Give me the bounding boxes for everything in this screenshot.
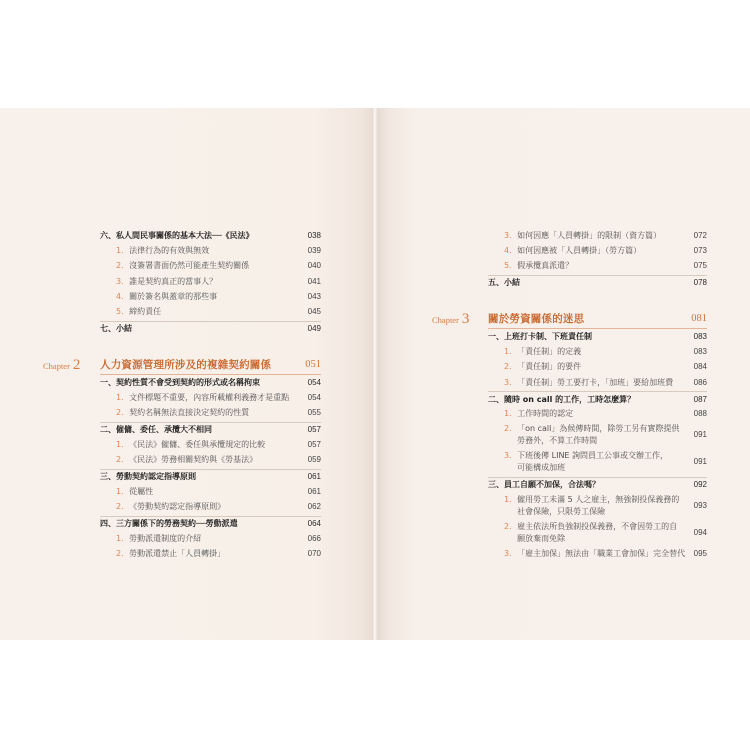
toc-section-entry bbox=[100, 375, 321, 390]
entry-title: 三、員工自願不加保，合法嗎？ bbox=[488, 480, 600, 490]
entry-number: 1． bbox=[504, 409, 518, 419]
entry-number: 1． bbox=[116, 533, 130, 543]
entry-number: 2． bbox=[116, 408, 130, 418]
page-number: 064 bbox=[307, 518, 321, 528]
entry-title: 《民法》僱傭、委任與承攬規定的比較 bbox=[129, 439, 266, 449]
chapter-heading bbox=[432, 309, 707, 329]
entry-title: 如何因應「人員轉掛」的限制（資方篇） bbox=[517, 230, 662, 240]
page-number: 039 bbox=[307, 245, 321, 255]
chapter-title: 人力資源管理所涉及的複雜契約關係 bbox=[100, 359, 272, 372]
entry-title: 「責任制」的定義 bbox=[517, 347, 582, 357]
entry-number: 1． bbox=[504, 347, 518, 357]
page-number: 075 bbox=[693, 261, 707, 271]
page-number: 057 bbox=[307, 439, 321, 449]
toc-section-entry bbox=[100, 516, 321, 531]
entry-title: 六、私人間民事關係的基本大法──《民法》 bbox=[100, 230, 254, 240]
page-number: 083 bbox=[693, 331, 707, 341]
entry-title bbox=[517, 450, 668, 474]
chapter-label bbox=[43, 355, 80, 375]
page-number: 092 bbox=[693, 480, 707, 490]
toc-subentry bbox=[100, 289, 321, 304]
page-number: 094 bbox=[693, 527, 707, 537]
toc-subentry bbox=[100, 546, 321, 561]
entry-title bbox=[517, 423, 679, 447]
toc-section-entry bbox=[100, 422, 321, 437]
right-page bbox=[378, 108, 750, 640]
toc-subentry bbox=[100, 453, 321, 468]
toc-subentry bbox=[100, 499, 321, 514]
entry-title: 二、隨時 on call 的工作，工時怎麼算？ bbox=[488, 394, 636, 404]
page-number: 061 bbox=[307, 486, 321, 496]
entry-number: 1． bbox=[116, 486, 130, 496]
entry-number: 3． bbox=[116, 276, 130, 286]
entry-number: 2． bbox=[116, 455, 130, 465]
toc-subentry bbox=[100, 274, 321, 289]
entry-title-line: 勞務外，不算工作時間 bbox=[517, 436, 598, 446]
page-number: 086 bbox=[693, 377, 707, 387]
toc-section-entry bbox=[100, 469, 321, 484]
entry-title-line: 「on call」為候傳時間，除勞工另有實際提供 bbox=[517, 424, 680, 434]
page-number: 073 bbox=[693, 245, 707, 255]
toc-subentry bbox=[100, 406, 321, 421]
entry-title: 《民法》勞務相關契約與《勞基法》 bbox=[129, 455, 258, 465]
toc-section-entry bbox=[488, 329, 707, 344]
toc-subentry bbox=[100, 259, 321, 274]
toc-subentry bbox=[100, 437, 321, 452]
page-number: 038 bbox=[307, 230, 321, 240]
entry-number: 5． bbox=[504, 261, 518, 271]
page-number: 083 bbox=[693, 347, 707, 357]
entry-title: 締約責任 bbox=[129, 307, 162, 317]
entry-title: 文件標題不重要，內容所載權利義務才是重點 bbox=[129, 393, 290, 403]
entry-title: 契約名稱無法直接決定契約的性質 bbox=[129, 408, 250, 418]
toc-left-column bbox=[43, 228, 321, 562]
page-number: 061 bbox=[307, 472, 321, 481]
entry-title: 《勞動契約認定指導原則》 bbox=[129, 502, 226, 512]
entry-title: 二、僱傭、委任、承攬大不相同 bbox=[100, 425, 212, 435]
entry-title: 「雇主加保」無法由「職業工會加保」完全替代 bbox=[517, 548, 686, 558]
entry-number: 5． bbox=[116, 307, 130, 317]
toc-subentry bbox=[488, 519, 707, 546]
entry-title-line: 雇主依法所負強制投保義務，不會因勞工的自 bbox=[517, 521, 678, 531]
toc-subentry bbox=[488, 344, 707, 359]
entry-number: 2． bbox=[504, 424, 518, 434]
entry-title bbox=[517, 494, 679, 518]
entry-number: 2． bbox=[504, 362, 518, 372]
entry-number: 1． bbox=[504, 494, 518, 504]
toc-subentry bbox=[488, 407, 707, 422]
chapter-number: 3 bbox=[461, 311, 470, 328]
entry-title bbox=[517, 521, 677, 545]
entry-number: 3． bbox=[504, 230, 518, 240]
page-number: 054 bbox=[307, 377, 321, 387]
toc-subentry bbox=[488, 422, 707, 449]
page-number: 070 bbox=[307, 548, 321, 558]
entry-title: 從屬性 bbox=[129, 486, 154, 496]
toc-subentry bbox=[100, 531, 321, 546]
entry-title-line: 社會保險，只限勞工保險 bbox=[517, 506, 606, 516]
toc-subentry bbox=[488, 546, 707, 561]
page-number: 045 bbox=[307, 307, 321, 317]
entry-number: 3． bbox=[504, 377, 518, 387]
toc-subentry bbox=[488, 449, 707, 476]
page-number: 087 bbox=[693, 394, 707, 404]
entry-title-line: 可能構成加班 bbox=[517, 463, 566, 473]
toc-subentry bbox=[488, 243, 707, 258]
chapter-title: 關於勞資關係的迷思 bbox=[488, 313, 585, 326]
entry-number: 3． bbox=[504, 548, 518, 558]
page-number: 066 bbox=[307, 533, 321, 543]
entry-title: 工作時間的認定 bbox=[517, 409, 574, 419]
entry-number: 4． bbox=[504, 245, 518, 255]
toc-subentry bbox=[100, 304, 321, 319]
left-page bbox=[0, 108, 372, 640]
entry-title-line: 下班後傳 LINE 詢問員工公事或交辦工作， bbox=[517, 451, 669, 461]
entry-title: 誰是契約真正的當事人？ bbox=[129, 276, 218, 286]
page-number: 049 bbox=[307, 323, 321, 333]
entry-number: 4． bbox=[116, 291, 130, 301]
entry-title: 七、小結 bbox=[100, 323, 132, 333]
page-number: 040 bbox=[307, 261, 321, 271]
chapter-page-number: 051 bbox=[305, 359, 321, 371]
entry-title: 假承攬真派遣？ bbox=[517, 261, 574, 271]
entry-number: 1． bbox=[116, 439, 130, 449]
entry-title: 四、三方關係下的勞務契約──勞動派遣 bbox=[100, 518, 238, 528]
chapter-page-number: 081 bbox=[691, 313, 707, 325]
entry-title: 勞動派遣制度的介紹 bbox=[129, 533, 202, 543]
toc-subentry bbox=[100, 243, 321, 258]
toc-subentry bbox=[488, 360, 707, 375]
entry-title-line: 願放棄而免除 bbox=[517, 533, 566, 543]
page-number: 078 bbox=[693, 278, 707, 288]
entry-title-line: 僱用勞工未滿 5 人之雇主，無強制投保義務的 bbox=[517, 494, 680, 504]
entry-number: 3． bbox=[504, 451, 518, 461]
page-number: 084 bbox=[693, 362, 707, 372]
entry-title: 關於簽名與蓋章的那些事 bbox=[129, 291, 218, 301]
chapter-label bbox=[432, 309, 469, 329]
toc-right-column bbox=[432, 228, 707, 562]
entry-title: 沒簽署書面仍然可能產生契約關係 bbox=[129, 261, 250, 271]
entry-title: 五、小結 bbox=[488, 278, 520, 288]
entry-number: 1． bbox=[116, 245, 130, 255]
toc-section-entry bbox=[488, 391, 707, 406]
chapter-word: Chapter bbox=[432, 315, 459, 326]
page-number: 062 bbox=[307, 502, 321, 512]
entry-title: 法律行為的有效與無效 bbox=[129, 245, 210, 255]
entry-title: 「責任制」的要件 bbox=[517, 362, 582, 372]
page-number: 055 bbox=[307, 408, 321, 418]
page-number: 091 bbox=[693, 430, 707, 440]
page-number: 072 bbox=[693, 230, 707, 240]
page-number: 057 bbox=[307, 425, 321, 435]
entry-number: 2． bbox=[116, 261, 130, 271]
toc-subentry bbox=[488, 492, 707, 519]
toc-section-entry bbox=[100, 228, 321, 243]
entry-title: 一、上班打卡制、下班責任制 bbox=[488, 331, 592, 341]
chapter-number: 2 bbox=[72, 357, 81, 374]
toc-subentry bbox=[488, 375, 707, 390]
entry-title: 「責任制」勞工要打卡，「加班」要給加班費 bbox=[517, 377, 674, 387]
page-number: 043 bbox=[307, 291, 321, 301]
toc-subentry bbox=[488, 228, 707, 243]
entry-number: 2． bbox=[116, 502, 130, 512]
page-number: 091 bbox=[693, 457, 707, 467]
entry-title: 一、契約性質不會受到契約的形式或名稱拘束 bbox=[100, 377, 260, 387]
toc-section-entry bbox=[488, 477, 707, 492]
entry-title: 如何因應被「人員轉掛」（勞方篇） bbox=[517, 245, 642, 255]
toc-section-entry bbox=[488, 275, 707, 290]
toc-subentry bbox=[100, 390, 321, 405]
page-number: 088 bbox=[693, 409, 707, 419]
entry-title: 三、勞動契約認定指導原則 bbox=[100, 472, 196, 481]
entry-number: 2． bbox=[116, 548, 130, 558]
page-number: 041 bbox=[307, 276, 321, 286]
entry-number: 1． bbox=[116, 393, 130, 403]
entry-title: 勞動派遣禁止「人員轉掛」 bbox=[129, 548, 226, 558]
chapter-word: Chapter bbox=[43, 361, 70, 372]
page-number: 093 bbox=[693, 500, 707, 510]
page-number: 059 bbox=[307, 455, 321, 465]
entry-number: 2． bbox=[504, 521, 518, 531]
page-number: 054 bbox=[307, 393, 321, 403]
toc-subentry bbox=[100, 484, 321, 499]
toc-section-entry bbox=[100, 321, 321, 336]
page-number: 095 bbox=[693, 548, 707, 558]
chapter-heading bbox=[43, 355, 321, 375]
toc-subentry bbox=[488, 259, 707, 274]
